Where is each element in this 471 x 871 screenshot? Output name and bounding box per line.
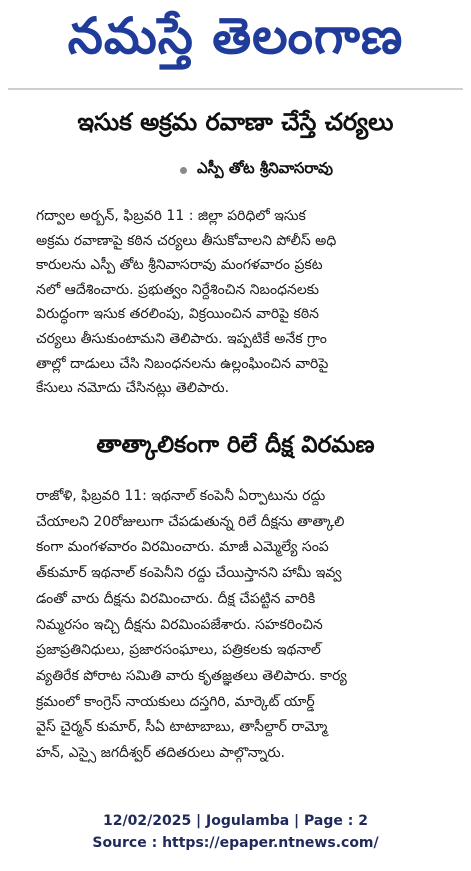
article1-headline: ఇసుక అక్రమ రవాణా చేస్తే చర్యలు <box>77 108 394 136</box>
masthead <box>0 0 471 84</box>
article1-line: గద్వాల అర్బన్, ఫిబ్రవరి 11 : జిల్లా పరిధిలో ఇసుక <box>36 208 306 224</box>
article1-byline <box>180 159 333 181</box>
article2-line: త్‌కుమార్ ఇథనాల్ కంపెనీని రద్దు చేయిస్తానని హామీ ఇవ్వ <box>36 565 342 582</box>
article1-line: చర్యలు తీసుకుంటామని తెలిపారు. ఇప్పటికే అనేక గ్రాం <box>36 330 327 347</box>
article2-line: క్రమంలో కాంగ్రెస్ నాయకులు దస్తగిరి, మార్కెట్ యార్డ్ <box>36 693 315 710</box>
article1-line: తాల్లో దాడులు చేసి నిబంధనలను ఉల్లంఘించిన వారిపై <box>36 355 329 372</box>
article1-line: నలో ఆదేశించారు. ప్రభుత్వం నిర్దేశించిన నిబంధనలకు <box>36 281 319 298</box>
article1-body <box>36 204 456 401</box>
article1-line: కేసులు నమోదు చేసినట్లు తెలిపారు. <box>36 380 230 397</box>
article1-line: అక్రమ రవాణాపై కఠిన చర్యలు తీసుకోవాలని పోలీస్ అధి <box>36 232 337 249</box>
article1-line: కారులను ఎస్పీ తోట శ్రీనివాసరావు మంగళవారం ప్రకట <box>36 257 323 274</box>
bullet-dot-icon <box>180 167 187 174</box>
article2-headline: తాత్కాలికంగా రిలే దీక్ష విరమణ <box>96 432 375 458</box>
article2-line: హన్, ఎస్సై జగదీశ్వర్ తదితరులు పాల్గొన్నారు. <box>36 745 285 762</box>
article2-line: వ్యతిరేక పోరాట సమితి వారు కృతజ్ఞతలు తెలిపారు. కార్య <box>36 667 347 684</box>
footer-source: Source : https://epaper.ntnews.com/ <box>92 835 379 851</box>
article1-line: విరుద్ధంగా ఇసుక తరలింపు, విక్రయించిన వారిపై కఠిన <box>36 306 319 323</box>
article2-body <box>36 484 456 767</box>
byline-text: ఎస్పీ తోట శ్రీనివాసరావు <box>197 159 333 177</box>
article2-line: నిమ్మరసం ఇచ్చి దీక్షను విరమింపజేశారు. సహకరించిన <box>36 616 323 633</box>
masthead-divider <box>8 88 463 90</box>
article2-line: ప్రజాప్రతినిధులు, ప్రజారసంఘాలు, పత్రికలకు ఇథనాల్ <box>36 642 321 659</box>
article2-line: కంగా మంగళవారం విరమించారు. మాజీ ఎమ్మెల్యే సంప <box>36 539 329 556</box>
article2-line: చేయాలని 20రోజులుగా చేపడుతున్న రిలే దీక్షను తాత్కాలి <box>36 513 345 530</box>
article2-line: రాజోళి, ఫిబ్రవరి 11: ఇథనాల్ కంపెనీ ఏర్పాటును రద్దు <box>36 488 326 504</box>
article2-line: వైస్ చైర్మన్ కుమార్, సీఏ టాటాబాబు, తాసీల్దార్ రామ్మో <box>36 719 328 736</box>
article2-line: డంతో వారు దీక్షను విరమించారు. దీక్ష చేపట్టిన వారికి <box>36 590 316 607</box>
masthead-title: నమస్తే తెలంగాణ <box>67 6 404 65</box>
footer-edition: 12/02/2025 | Jogulamba | Page : 2 <box>103 813 368 829</box>
